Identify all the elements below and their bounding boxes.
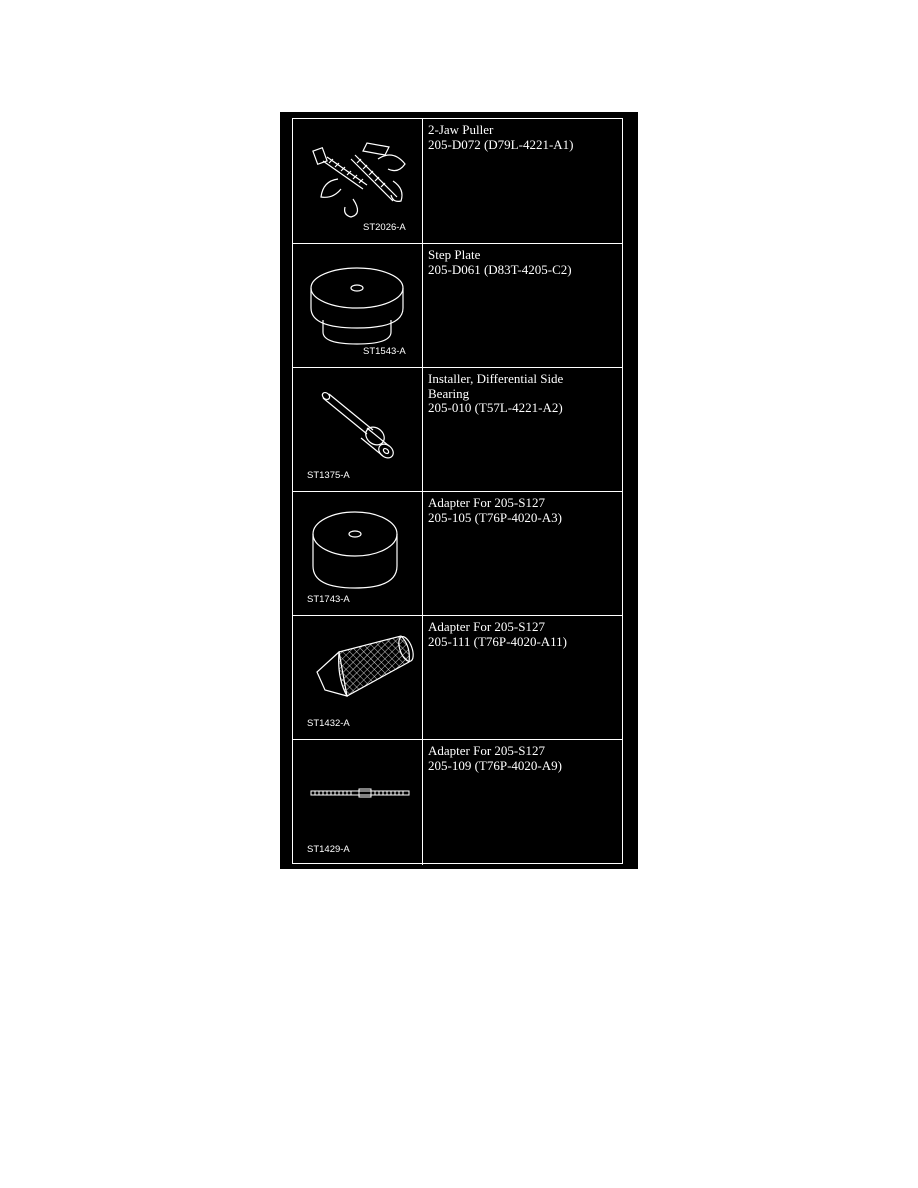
tool-name: Adapter For 205-S127 xyxy=(428,619,545,634)
tool-image-cell xyxy=(293,368,423,491)
tool-name: Installer, Differential Side xyxy=(428,371,564,386)
table-row xyxy=(293,739,622,865)
tool-name: Adapter For 205-S127 xyxy=(428,495,545,510)
image-code: ST1743-A xyxy=(307,594,350,605)
table-row xyxy=(293,615,622,739)
tool-description xyxy=(423,368,622,491)
tool-number: 205-111 (T76P-4020-A11) xyxy=(428,633,568,649)
special-tools-table xyxy=(292,118,623,864)
tool-description xyxy=(423,616,622,739)
tool-image-cell xyxy=(293,616,423,739)
table-row xyxy=(293,243,622,367)
image-code: ST1429-A xyxy=(307,844,350,855)
image-code: ST1432-A xyxy=(307,718,350,729)
image-code: ST1375-A xyxy=(307,470,350,481)
tool-description xyxy=(423,244,622,367)
table-row xyxy=(293,119,622,243)
tool-number: 205-010 (T57L-4221-A2) xyxy=(428,400,563,415)
image-code: ST2026-A xyxy=(363,222,406,233)
tool-number: 205-109 (T76P-4020-A9) xyxy=(428,757,562,773)
tool-number: 205-D061 (D83T-4205-C2) xyxy=(428,261,572,277)
tool-description xyxy=(423,740,622,865)
table-row xyxy=(293,367,622,491)
tool-image-cell xyxy=(293,492,423,615)
table-row xyxy=(293,491,622,615)
tool-image-cell xyxy=(293,740,423,865)
tool-number: 205-D072 (D79L-4221-A1) xyxy=(428,136,574,152)
tool-name: Adapter For 205-S127 xyxy=(428,743,545,758)
tool-name-line2: Bearing xyxy=(428,385,470,401)
tool-description xyxy=(423,492,622,615)
tool-number: 205-105 (T76P-4020-A3) xyxy=(428,509,562,525)
tool-image-cell xyxy=(293,119,423,243)
tool-image-cell xyxy=(293,244,423,367)
image-code: ST1543-A xyxy=(363,346,406,357)
tool-name: 2-Jaw Puller xyxy=(428,122,494,137)
tool-name: Step Plate xyxy=(428,247,481,262)
tool-description xyxy=(423,119,622,243)
special-tools-panel xyxy=(280,112,638,869)
